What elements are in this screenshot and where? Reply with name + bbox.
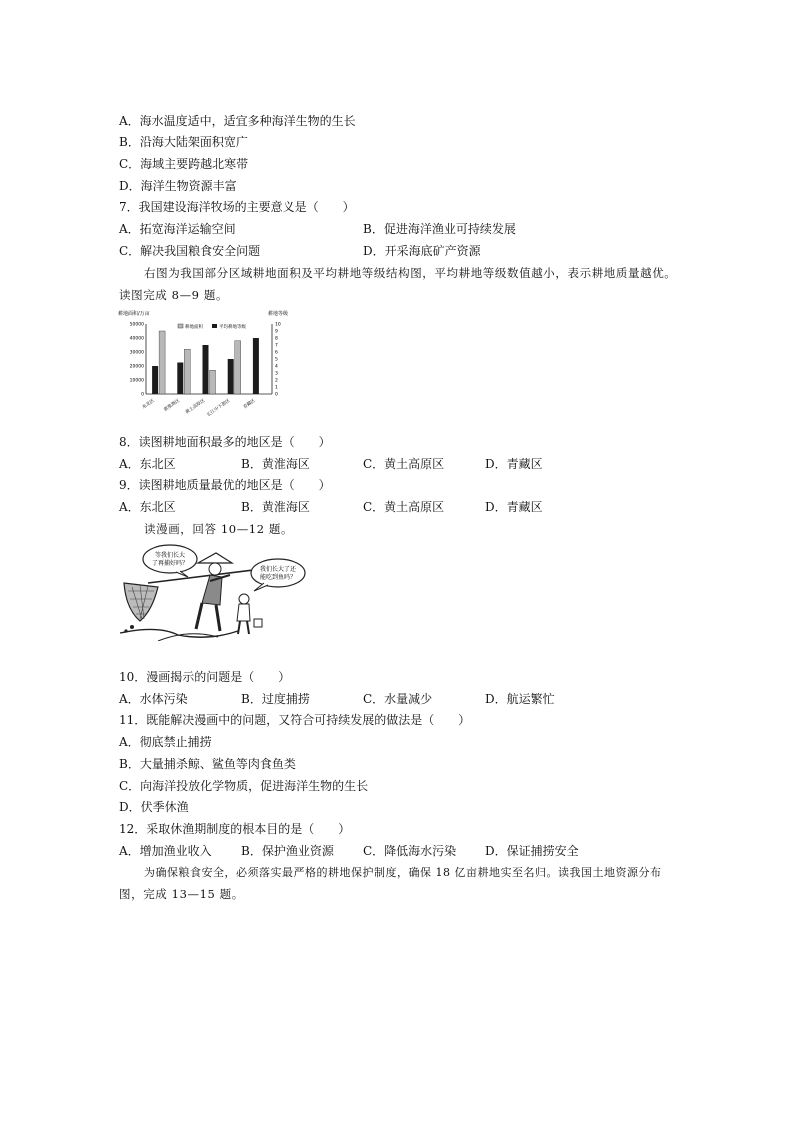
legend-swatch-grade bbox=[212, 324, 217, 328]
x-tick-label: 长江中下游区 bbox=[206, 398, 232, 419]
y-right-tick-label: 2 bbox=[275, 378, 278, 384]
x-tick-label: 黄淮海区 bbox=[163, 398, 181, 413]
q12-options bbox=[119, 843, 679, 859]
bar-grade bbox=[253, 338, 259, 394]
y-right-tick-label: 9 bbox=[275, 329, 278, 335]
q12-option-a: A．增加渔业收入 bbox=[119, 844, 212, 858]
legend-label-grade: 平均耕地等级 bbox=[219, 325, 246, 330]
y-right-axis-title: 耕地等级 bbox=[268, 311, 289, 317]
intro-10-12: 读漫画，回答 10—12 题。 bbox=[144, 522, 294, 536]
q6-option-d: D．海洋生物资源丰富 bbox=[119, 179, 237, 193]
q8-option-a: A．东北区 bbox=[119, 457, 176, 471]
q6-option-a: A．海水温度适中，适宜多种海洋生物的生长 bbox=[119, 114, 356, 128]
x-tick-label: 青藏区 bbox=[242, 398, 257, 411]
y-right-tick-label: 6 bbox=[275, 350, 278, 356]
q11-stem: 11．既能解决漫画中的问题，又符合可持续发展的做法是（ ） bbox=[119, 713, 471, 727]
q12-option-d: D．保证捕捞安全 bbox=[485, 844, 579, 858]
y-right-tick-label: 0 bbox=[275, 392, 278, 398]
q9-option-a: A．东北区 bbox=[119, 500, 176, 514]
q12-option-c: C．降低海水污染 bbox=[363, 844, 457, 858]
y-left-tick-label: 0 bbox=[141, 392, 144, 398]
q6-option-c: C．海域主要跨越北寒带 bbox=[119, 157, 249, 171]
q10-option-c: C．水量减少 bbox=[363, 692, 433, 706]
q10-option-a: A．水体污染 bbox=[119, 692, 188, 706]
y-right-tick-label: 4 bbox=[275, 364, 278, 370]
y-left-tick-label: 30000 bbox=[129, 350, 144, 356]
q7-stem: 7．我国建设海洋牧场的主要意义是（ ） bbox=[119, 200, 355, 214]
bubble-left-line1: 等我们长大 bbox=[154, 552, 186, 559]
q10-option-d: D．航运繁忙 bbox=[485, 692, 555, 706]
y-left-tick-label: 40000 bbox=[129, 336, 144, 342]
q7-option-b: B．促进海洋渔业可持续发展 bbox=[363, 222, 516, 236]
bubble-right-line2: 能吃到鱼吗？ bbox=[259, 574, 297, 581]
x-tick-label: 东北区 bbox=[141, 398, 156, 411]
bar-grade bbox=[177, 363, 183, 395]
q8-option-b: B．黄淮海区 bbox=[241, 457, 310, 471]
y-left-tick-label: 10000 bbox=[129, 378, 144, 384]
y-right-tick-label: 10 bbox=[275, 322, 281, 328]
y-left-tick-label: 50000 bbox=[129, 322, 144, 328]
q10-stem: 10．漫画揭示的问题是（ ） bbox=[119, 670, 291, 684]
q8-option-d: D．青藏区 bbox=[485, 457, 543, 471]
bar-grade bbox=[152, 366, 158, 394]
q9-option-c: C．黄土高原区 bbox=[363, 500, 445, 514]
q10-options bbox=[119, 691, 679, 707]
q7-option-a: A．拓宽海洋运输空间 bbox=[119, 222, 236, 236]
intro-8-9-line1: 右图为我国部分区域耕地面积及平均耕地等级结构图，平均耕地等级数值越小，表示耕地质量越优。 bbox=[144, 266, 677, 280]
q9-option-b: B．黄淮海区 bbox=[241, 500, 310, 514]
q7-option-c: C．解决我国粮食安全问题 bbox=[119, 244, 261, 258]
q9-stem: 9．读图耕地质量最优的地区是（ ） bbox=[119, 478, 331, 492]
bar-grade bbox=[203, 345, 209, 394]
intro-13-15-line1: 为确保粮食安全，必须落实最严格的耕地保护制度，确保 18 亿亩耕地实至名归。读我国土地资源分布 bbox=[144, 866, 662, 879]
bar-area bbox=[210, 370, 216, 394]
q12-stem: 12．采取休渔期制度的根本目的是（ ） bbox=[119, 822, 351, 836]
bubble-left-line2: 了再捕好吗？ bbox=[151, 560, 189, 567]
q11-option-d: D．伏季休渔 bbox=[119, 800, 189, 814]
q8-option-c: C．黄土高原区 bbox=[363, 457, 445, 471]
bar-area bbox=[159, 331, 165, 394]
q9-options bbox=[119, 499, 679, 515]
bubble-right-line1: 我们长大了还 bbox=[259, 566, 297, 573]
q10-option-b: B．过度捕捞 bbox=[241, 692, 310, 706]
x-tick-label: 黄土高原区 bbox=[184, 398, 207, 416]
farmland-chart bbox=[116, 306, 306, 424]
q6-option-b: B．沿海大陆架面积宽广 bbox=[119, 135, 248, 149]
y-right-tick-label: 5 bbox=[275, 357, 278, 363]
y-right-tick-label: 7 bbox=[275, 343, 278, 349]
q12-option-b: B．保护渔业资源 bbox=[241, 844, 334, 858]
y-right-tick-label: 1 bbox=[275, 385, 278, 391]
intro-13-15-line2: 图，完成 13—15 题。 bbox=[119, 887, 244, 901]
q8-stem: 8．读图耕地面积最多的地区是（ ） bbox=[119, 435, 331, 449]
legend-swatch-area bbox=[178, 324, 183, 328]
q11-option-b: B．大量捕杀鲸、鲨鱼等肉食鱼类 bbox=[119, 757, 296, 771]
bar-grade bbox=[228, 359, 234, 394]
fishing-cartoon bbox=[118, 541, 308, 641]
y-right-tick-label: 3 bbox=[275, 371, 278, 377]
bar-area bbox=[235, 341, 241, 394]
y-left-tick-label: 20000 bbox=[129, 364, 144, 370]
q7-options-row2 bbox=[119, 243, 679, 259]
q8-options bbox=[119, 456, 679, 472]
legend-label-area: 耕地面积 bbox=[185, 325, 203, 330]
bar-area bbox=[184, 349, 190, 394]
intro-8-9-line2: 读图完成 8—9 题。 bbox=[119, 288, 229, 302]
q11-option-c: C．向海洋投放化学物质，促进海洋生物的生长 bbox=[119, 779, 369, 793]
y-left-axis-title: 耕地面积/万亩 bbox=[118, 311, 150, 317]
q7-options-row1 bbox=[119, 221, 679, 237]
q7-option-d: D．开采海底矿产资源 bbox=[363, 244, 481, 258]
q11-option-a: A．彻底禁止捕捞 bbox=[119, 735, 212, 749]
y-right-tick-label: 8 bbox=[275, 336, 278, 342]
q9-option-d: D．青藏区 bbox=[485, 500, 543, 514]
